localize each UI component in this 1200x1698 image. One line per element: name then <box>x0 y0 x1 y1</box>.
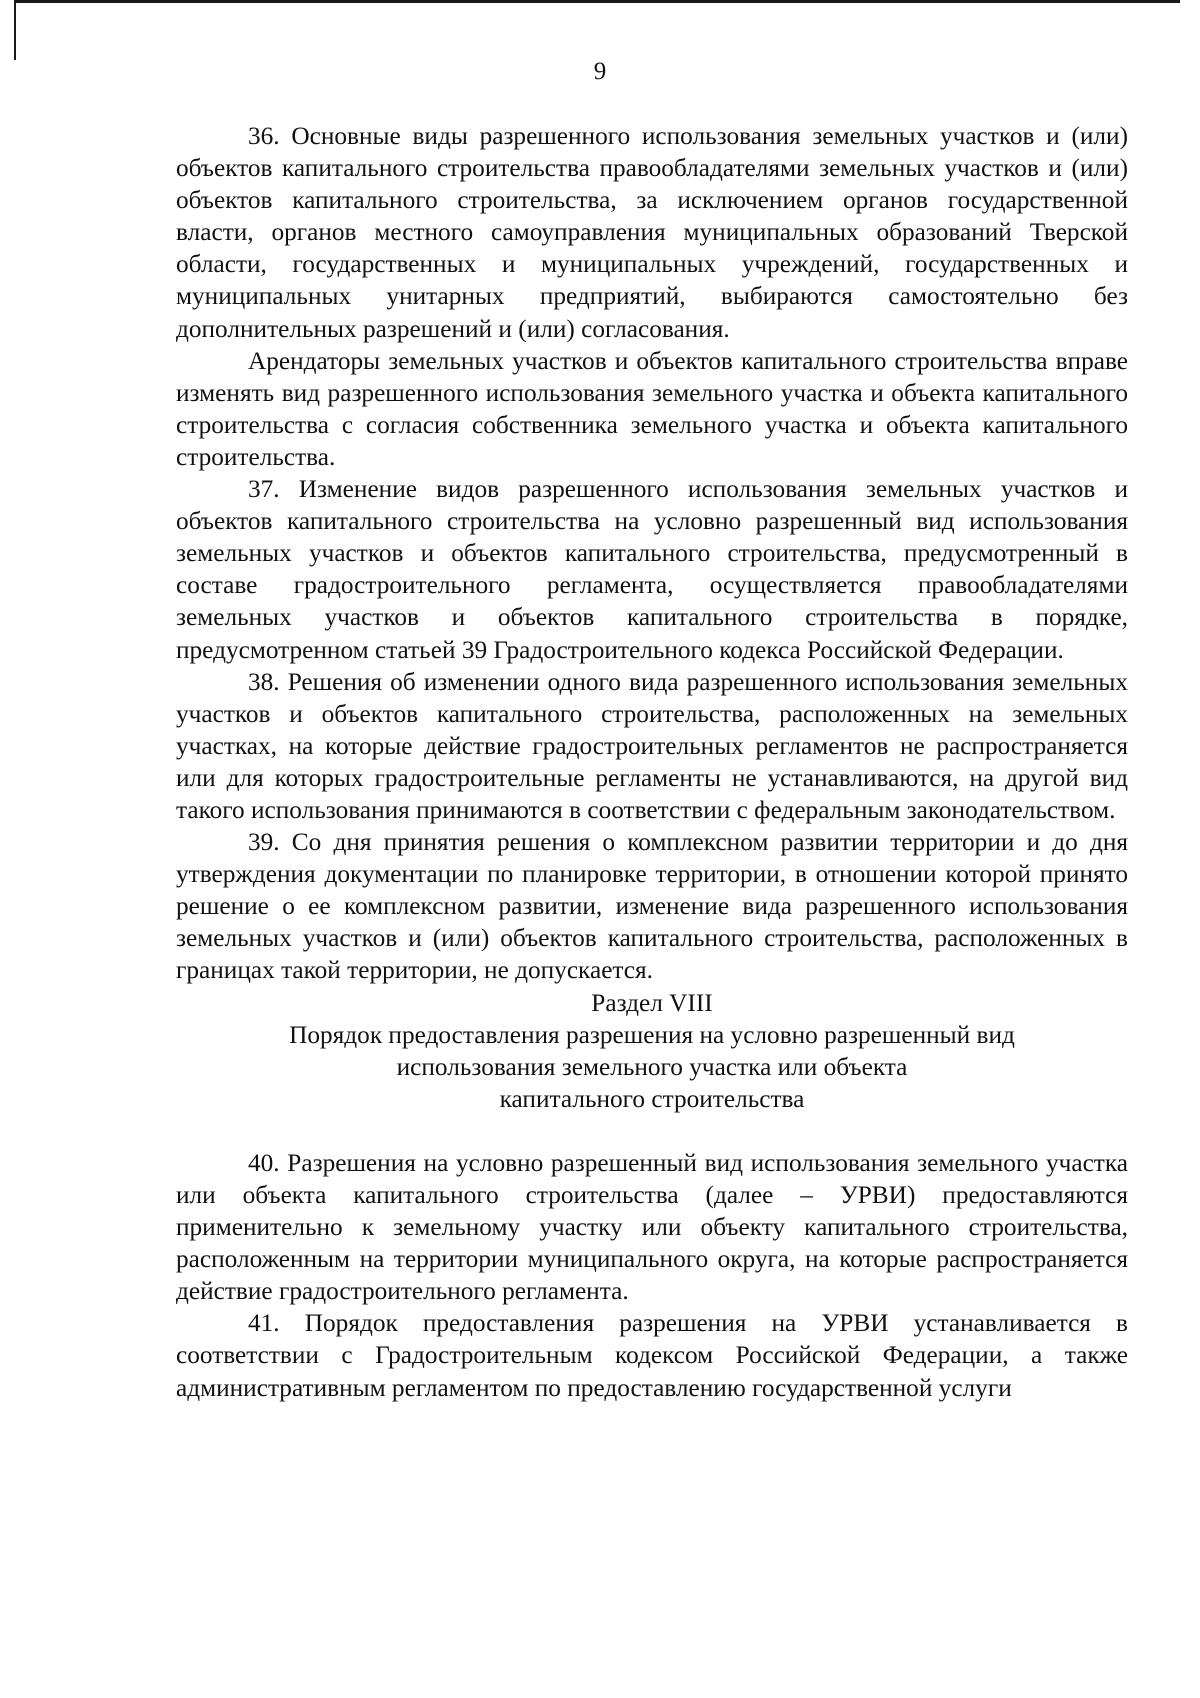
paragraph-39: 39. Со дня принятия решения о комплексном развитии территории и до дня утверждения документации по планировке территории, в отношении которой принято решение о ее комплексном развитии, изменение вида разрешенного использования земельных участков и (или) объектов капитального строительства, расположенных в границах такой территории, не допускается. <box>176 828 1128 985</box>
section-name-line-3: капитального строительства <box>499 1084 805 1113</box>
scan-border-top <box>14 0 1180 3</box>
paragraph-37: 37. Изменение видов разрешенного использования земельных участков и объектов капитального строительства на условно разрешенный вид использования земельных участков и объектов капитального строительства, предусмотренный в составе градостроительного регламента, осуществляется правообладателями земельных участков и объектов капитального строительства в порядке, предусмотренном статьей 39 Градостроительного кодекса Российской Федерации. <box>176 475 1128 664</box>
section-name-line-1: Порядок предоставления разрешения на условно разрешенный вид <box>289 1020 1015 1049</box>
paragraph-lessees: Арендаторы земельных участков и объектов капитального строительства вправе изменять вид разрешенного использования земельного участка и объекта капитального строительства с согласия собственника земельного участка и объекта капитального строительства. <box>176 346 1128 471</box>
paragraph-36: 36. Основные виды разрешенного использования земельных участков и (или) объектов капитального строительства правообладателями земельных участков и (или) объектов капитального строительства, за исключением органов государственной власти, органов местного самоуправления муниципальных образований Тверской области, государственных и муниципальных учреждений, государственных и муниципальных унитарных предприятий, выбираются самостоятельно без дополнительных разрешений и (или) согласования. <box>176 122 1128 343</box>
document-body <box>176 120 1128 1404</box>
scan-border-left <box>14 0 16 60</box>
paragraph-41: 41. Порядок предоставления разрешения на УРВИ устанавливается в соответствии с Градостроительным кодексом Российской Федерации, а также административным регламентом по предоставлению государственной услуги <box>176 1309 1128 1402</box>
section-spacer <box>176 1115 1128 1147</box>
page-number: 9 <box>593 58 607 85</box>
section-title: Раздел VIII <box>591 988 713 1017</box>
section-name-line-2: использования земельного участка или объекта <box>396 1052 908 1081</box>
paragraph-38: 38. Решения об изменении одного вида разрешенного использования земельных участков и объектов капитального строительства, расположенных на земельных участках, на которые действие градостроительных регламентов не распространяется или для которых градостроительные регламенты не устанавливаются, на другой вид такого использования принимаются в соответствии с федеральным законодательством. <box>176 667 1128 824</box>
paragraph-40: 40. Разрешения на условно разрешенный вид использования земельного участка или объекта капитального строительства (далее – УРВИ) предоставляются применительно к земельному участку или объекту капитального строительства, расположенным на территории муниципального округа, на которые распространяется действие градостроительного регламента. <box>176 1148 1128 1306</box>
